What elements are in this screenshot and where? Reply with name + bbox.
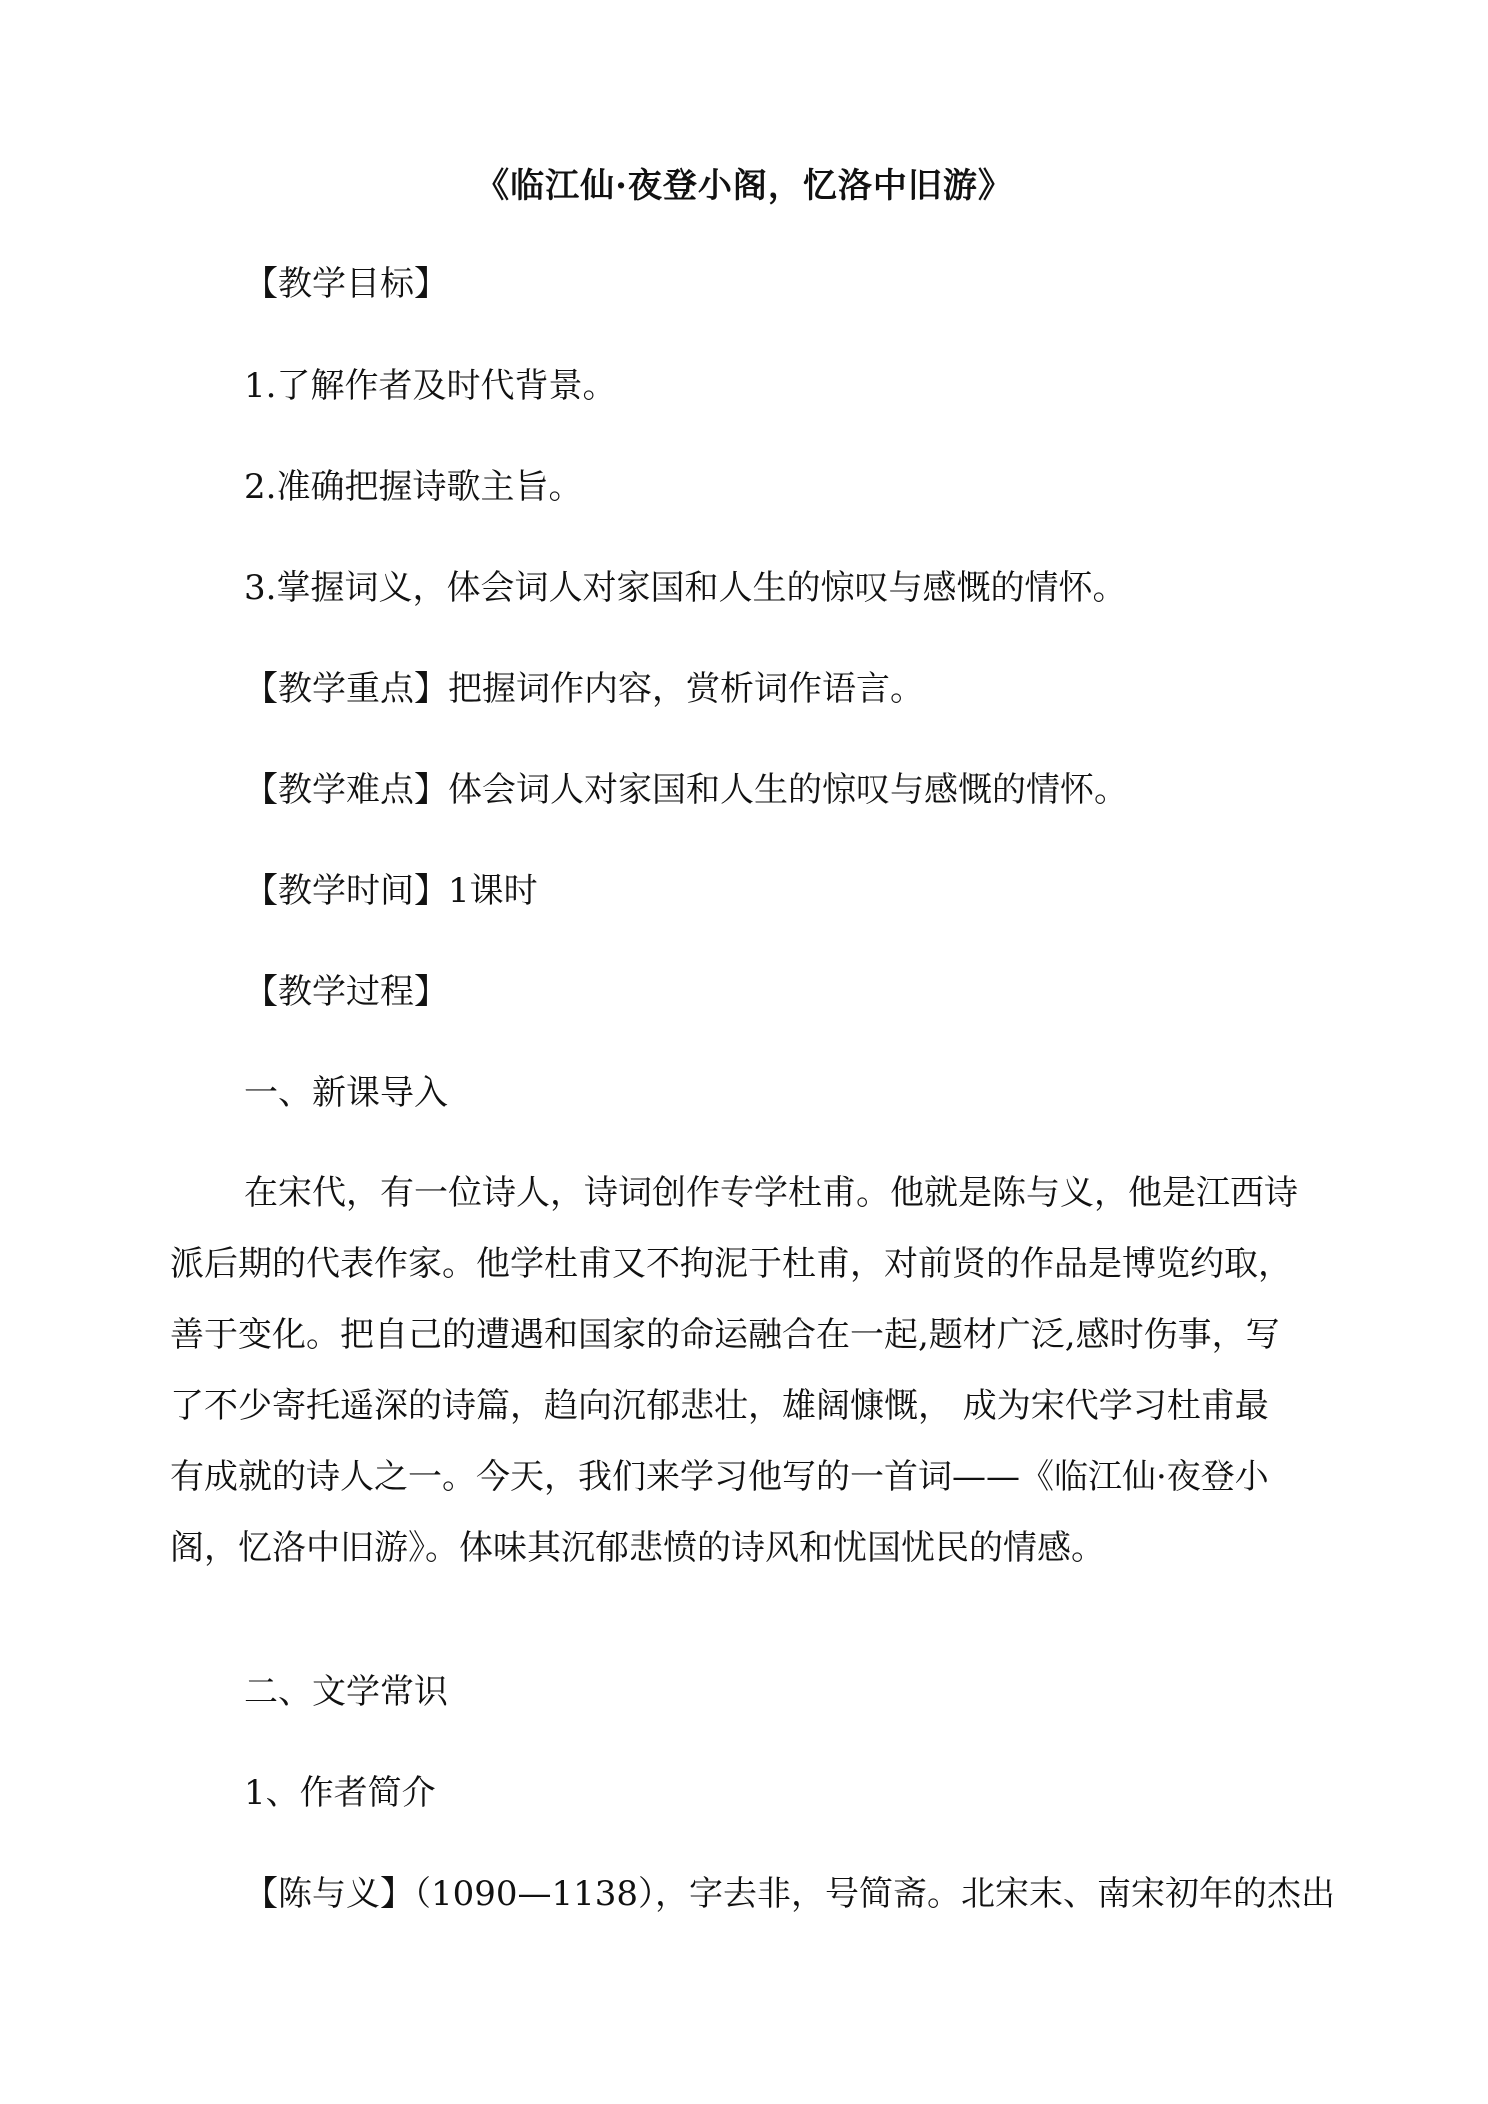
document-title: 《临江仙·夜登小阁，忆洛中旧游》 bbox=[475, 166, 1013, 206]
objective-item-2: 2.准确把握诗歌主旨。 bbox=[244, 467, 583, 507]
paragraph-row: 阁，忆洛中旧游》。体味其沉郁悲愤的诗风和忧国忧民的情感。 bbox=[170, 1528, 1105, 1568]
paragraph-row: 在宋代，有一位诗人，诗词创作专学杜甫。他就是陈与义，他是江西诗 bbox=[244, 1173, 1298, 1213]
teaching-focus: 【教学重点】把握词作内容，赏析词作语言。 bbox=[244, 669, 924, 709]
subsection-heading-literature: 二、文学常识 bbox=[244, 1672, 448, 1712]
teaching-difficulty: 【教学难点】体会词人对家国和人生的惊叹与感慨的情怀。 bbox=[244, 770, 1128, 810]
teaching-time: 【教学时间】1课时 bbox=[244, 871, 538, 911]
paragraph-row: 有成就的诗人之一。今天，我们来学习他写的一首词——《临江仙·夜登小 bbox=[170, 1457, 1269, 1497]
subsection-heading-intro: 一、新课导入 bbox=[244, 1073, 448, 1113]
section-heading-process: 【教学过程】 bbox=[244, 972, 448, 1012]
paragraph-row: 了不少寄托遥深的诗篇，趋向沉郁悲壮，雄阔慷慨， 成为宋代学习杜甫最 bbox=[170, 1386, 1269, 1426]
objective-item-3: 3.掌握词义，体会词人对家国和人生的惊叹与感慨的情怀。 bbox=[244, 568, 1127, 608]
subsection-heading-author: 1、作者简介 bbox=[244, 1773, 436, 1813]
intro-paragraph bbox=[170, 1158, 1320, 1584]
paragraph-row: 派后期的代表作家。他学杜甫又不拘泥于杜甫，对前贤的作品是博览约取， bbox=[170, 1244, 1292, 1284]
section-heading-objectives: 【教学目标】 bbox=[244, 264, 448, 304]
paragraph-row: 善于变化。把自己的遭遇和国家的命运融合在一起,题材广泛,感时伤事，写 bbox=[170, 1315, 1280, 1355]
objective-item-1: 1.了解作者及时代背景。 bbox=[244, 366, 617, 406]
author-intro-line: 【陈与义】（1090—1138），字去非，号简斋。北宋末、南宋初年的杰出 bbox=[244, 1874, 1336, 1914]
